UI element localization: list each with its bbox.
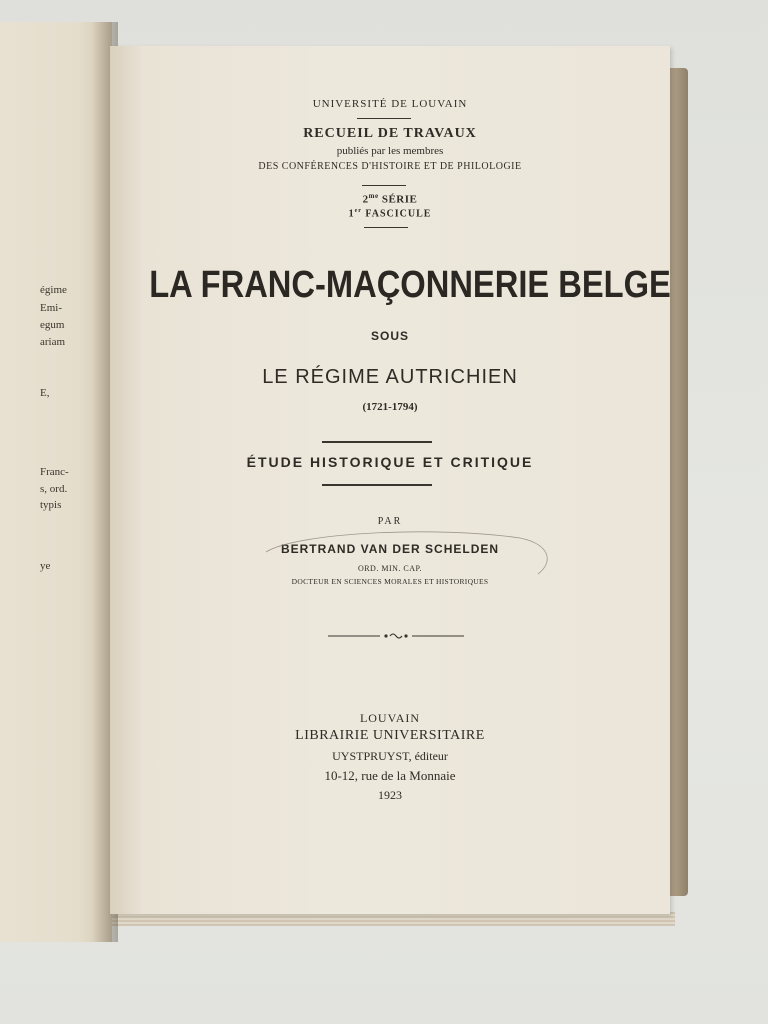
fascicule-line <box>110 208 670 219</box>
serie-superscript: me <box>368 192 379 200</box>
title-page <box>110 46 670 914</box>
page-edges <box>100 912 675 926</box>
author-order: ORD. MIN. CAP. <box>357 564 423 573</box>
author-name: BERTRAND VAN DER SCHELDEN <box>280 542 500 556</box>
editor-line: UYSTPRUYST, éditeur <box>332 749 448 763</box>
conferences-line: DES CONFÉRENCES D'HISTOIRE ET DE PHILOLOGIE <box>258 161 522 172</box>
subtitle-line: ÉTUDE HISTORIQUE ET CRITIQUE <box>246 454 534 470</box>
author-degree: DOCTEUR EN SCIENCES MORALES ET HISTORIQUES <box>291 577 489 586</box>
main-title: LA FRANC-MAÇONNERIE BELGE <box>149 264 671 306</box>
left-text-fragment: ye <box>40 560 51 572</box>
city-line: LOUVAIN <box>359 711 421 725</box>
divider-rule <box>322 441 432 443</box>
publisher-line: LIBRAIRIE UNIVERSITAIRE <box>295 728 485 743</box>
fascicule-superscript: er <box>354 208 362 214</box>
dates-line: (1721-1794) <box>362 401 418 413</box>
left-text-fragment: typis <box>40 499 62 511</box>
left-text-fragment: Franc- <box>40 466 69 478</box>
address-line: 10-12, rue de la Monnaie <box>324 768 456 783</box>
series-title: RECUEIL DE TRAVAUX <box>303 126 477 141</box>
left-text-fragment: ariam <box>40 336 66 348</box>
divider-rule <box>357 118 411 119</box>
divider-rule <box>322 484 432 486</box>
pencil-annotation <box>258 524 558 584</box>
ornament-rule <box>328 632 464 640</box>
divider-rule <box>362 185 406 186</box>
left-text-fragment: E, <box>40 387 50 399</box>
university-line: UNIVERSITÉ DE LOUVAIN <box>312 98 468 110</box>
sous-line: SOUS <box>370 329 409 343</box>
serie-line <box>110 192 670 206</box>
year-line: 1923 <box>378 788 402 802</box>
left-text-fragment: égime <box>40 284 67 296</box>
published-by-line: publiés par les membres <box>336 145 444 157</box>
left-text-fragment: Emi- <box>40 302 62 314</box>
regime-line: LE RÉGIME AUTRICHIEN <box>262 366 518 388</box>
fascicule-word: FASCICULE <box>361 208 432 220</box>
left-text-fragment: s, ord. <box>40 483 68 495</box>
fascicule-number: 1 <box>348 208 355 220</box>
left-text-fragment: egum <box>40 319 65 331</box>
divider-rule <box>364 227 408 228</box>
par-line: PAR <box>377 516 403 527</box>
serie-number: 2 <box>362 193 369 206</box>
serie-word: SÉRIE <box>378 193 418 206</box>
